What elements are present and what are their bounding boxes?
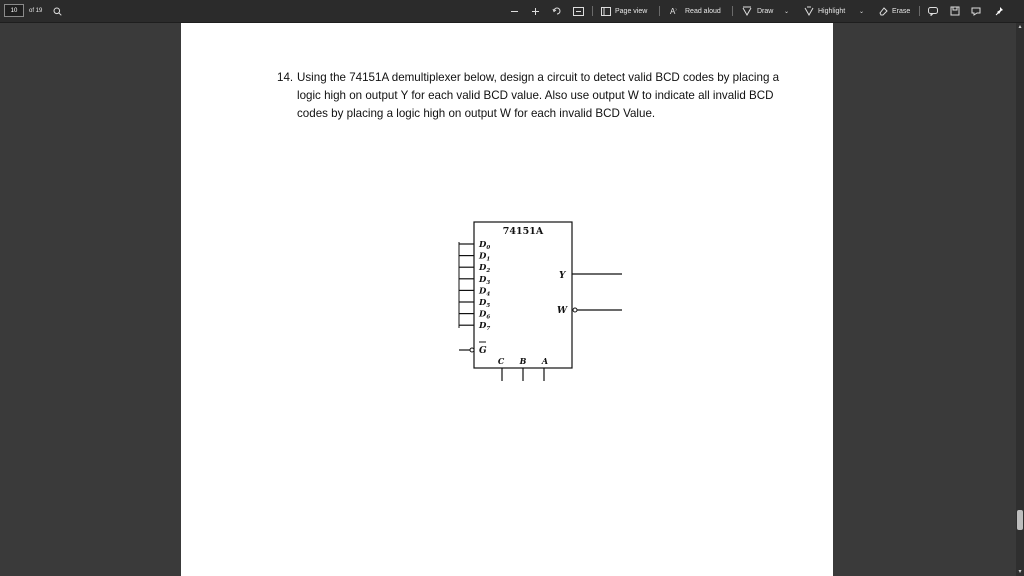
share-icon[interactable] (971, 0, 981, 22)
input-labels (478, 240, 490, 332)
read-aloud-icon[interactable]: A ⁾ (670, 6, 677, 16)
input-label-d1: $D_1$ (479, 251, 491, 263)
input-label-d5: $D_5$ (479, 298, 491, 309)
document-viewport[interactable] (0, 23, 1024, 576)
select-c-label: C (497, 356, 505, 366)
question-number: 14. (277, 71, 294, 84)
pdf-toolbar (0, 0, 1024, 23)
input-subscript: 2 (486, 268, 491, 275)
input-label-d7: $D_7$ (479, 321, 491, 333)
page-view-button[interactable]: Page view (615, 7, 648, 15)
rotate-icon[interactable] (552, 0, 562, 22)
input-label-d4: $D_4$ (479, 286, 491, 298)
chevron-down-icon[interactable]: ⌄ (859, 8, 865, 15)
pdf-page (181, 23, 833, 576)
search-icon[interactable] (53, 0, 62, 22)
input-subscript: 3 (486, 279, 491, 286)
fit-page-icon[interactable] (573, 0, 584, 22)
zoom-in-icon[interactable] (531, 0, 540, 22)
save-icon[interactable] (950, 0, 960, 22)
comment-icon[interactable] (928, 0, 938, 22)
input-label-d2: $D_2$ (479, 263, 491, 275)
select-b-label: B (519, 356, 527, 366)
input-subscript: 0 (486, 245, 491, 251)
input-label-d6: $D_6$ (479, 309, 491, 321)
scroll-up-icon[interactable]: ▴ (1018, 24, 1022, 30)
input-label-d0: $D_0$ (479, 240, 491, 251)
toolbar-divider (659, 6, 660, 16)
output-y-label: Y (559, 271, 566, 281)
toolbar-divider (592, 6, 593, 16)
highlight-button[interactable]: Highlight (818, 7, 846, 15)
input-subscript: 6 (486, 314, 491, 321)
pin-icon[interactable] (995, 0, 1005, 22)
input-label-d3: $D_3$ (479, 274, 491, 286)
input-subscript: 1 (486, 256, 491, 263)
input-subscript: 7 (486, 326, 491, 333)
erase-button[interactable]: Erase (892, 7, 911, 15)
chip-title: 74151A (502, 226, 544, 237)
scroll-down-icon[interactable]: ▾ (1018, 569, 1022, 575)
zoom-out-icon[interactable] (510, 0, 519, 22)
output-w-label: W (557, 306, 568, 316)
read-aloud-button[interactable]: Read aloud (685, 7, 721, 15)
input-subscript: 4 (486, 291, 491, 298)
input-pins (459, 242, 474, 328)
highlight-icon[interactable] (804, 0, 814, 22)
toolbar-divider (919, 6, 920, 16)
page-count: of 19 (29, 8, 43, 14)
scroll-thumb[interactable] (1017, 510, 1023, 530)
enable-bubble (470, 348, 474, 352)
draw-icon[interactable] (742, 0, 752, 22)
demux-diagram (181, 23, 833, 576)
vertical-scrollbar[interactable] (1016, 23, 1024, 576)
toolbar-divider (732, 6, 733, 16)
eraser-icon[interactable] (878, 0, 888, 22)
input-subscript: 5 (486, 303, 491, 309)
draw-button[interactable]: Draw (757, 7, 774, 15)
page-view-icon[interactable] (601, 0, 611, 22)
enable-label: G (479, 346, 487, 356)
chevron-down-icon[interactable]: ⌄ (784, 8, 790, 15)
question-text: Using the 74151A demultiplexer below, design a circuit to detect valid BCD codes by placing a logic high on output Y for each valid BCD value. Also use output W to indicate all invalid BCD codes by placing a logic high on output W for each invalid BCD Value. (297, 71, 780, 120)
output-w-bubble (573, 308, 577, 312)
page-number-input[interactable]: 10 (4, 4, 24, 17)
select-a-label: A (541, 356, 549, 366)
